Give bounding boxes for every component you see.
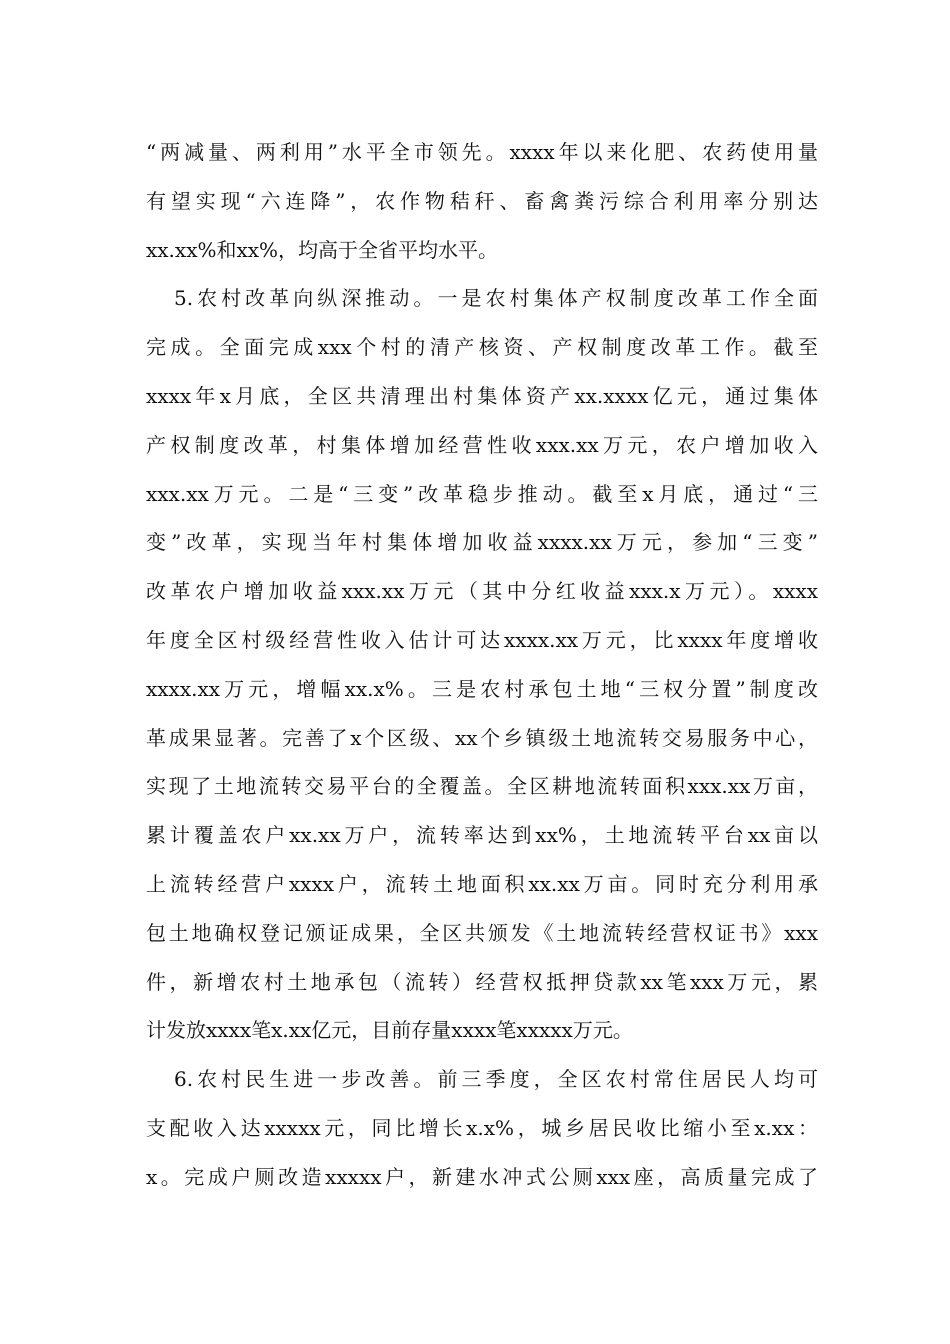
text-line: 产权制度改革，村集体增加经营性收xxx.xx万元，农户增加收入 <box>146 432 818 457</box>
document-body <box>146 128 818 1202</box>
paragraph-rural-reform <box>146 274 818 1055</box>
paragraph-environment <box>146 128 818 274</box>
text-line: 实现了土地流转交易平台的全覆盖。全区耕地流转面积xxx.xx万亩， <box>146 774 818 799</box>
text-line: 支配收入达xxxxx元，同比增长x.x%，城乡居民收比缩小至x.xx： <box>146 1115 818 1140</box>
text-line: 上流转经营户xxxx户，流转土地面积xx.xx万亩。同时充分利用承 <box>146 871 818 896</box>
paragraph-livelihood <box>146 1055 818 1201</box>
text-line: 包土地确权登记颁证成果，全区共颁发《土地流转经营权证书》xxx <box>146 920 818 945</box>
text-line: 有望实现“六连降”，农作物秸秆、畜禽粪污综合利用率分别达 <box>146 188 818 213</box>
text-line: 完成。全面完成xxx个村的清产核资、产权制度改革工作。截至 <box>146 335 818 360</box>
text-line: xxxx年x月底，全区共清理出村集体资产xx.xxxx亿元，通过集体 <box>146 383 818 408</box>
text-line: “两减量、两利用”水平全市领先。xxxx年以来化肥、农药使用量 <box>146 140 818 164</box>
text-line: xx.xx%和xx%，均高于全省平均水平。 <box>146 237 499 262</box>
text-line: 改革农户增加收益xxx.xx万元（其中分红收益xxx.x万元）。xxxx <box>146 579 818 604</box>
text-line: xxxx.xx万元，增幅xx.x%。三是农村承包土地“三权分置”制度改 <box>146 676 818 701</box>
text-line: xxx.xx万元。二是“三变”改革稳步推动。截至x月底，通过“三 <box>146 481 818 506</box>
text-line: 变”改革，实现当年村集体增加收益xxxx.xx万元，参加“三变” <box>146 530 818 555</box>
text-line: 5.农村改革向纵深推动。一是农村集体产权制度改革工作全面 <box>174 286 818 311</box>
text-line: 6.农村民生进一步改善。前三季度，全区农村常住居民人均可 <box>174 1067 818 1092</box>
text-line: 革成果显著。完善了x个区级、xx个乡镇级土地流转交易服务中心， <box>146 725 818 750</box>
text-line: 累计覆盖农户xx.xx万户，流转率达到xx%，土地流转平台xx亩以 <box>146 823 818 848</box>
text-line: 年度全区村级经营性收入估计可达xxxx.xx万元，比xxxx年度增收 <box>146 627 818 652</box>
text-line: 件，新增农村土地承包（流转）经营权抵押贷款xx笔xxx万元，累 <box>146 969 818 994</box>
text-line: 计发放xxxx笔x.xx亿元，目前存量xxxx笔xxxxx万元。 <box>146 1018 633 1043</box>
text-line: x。完成户厕改造xxxxx户，新建水冲式公厕xxx座，高质量完成了 <box>146 1164 818 1189</box>
